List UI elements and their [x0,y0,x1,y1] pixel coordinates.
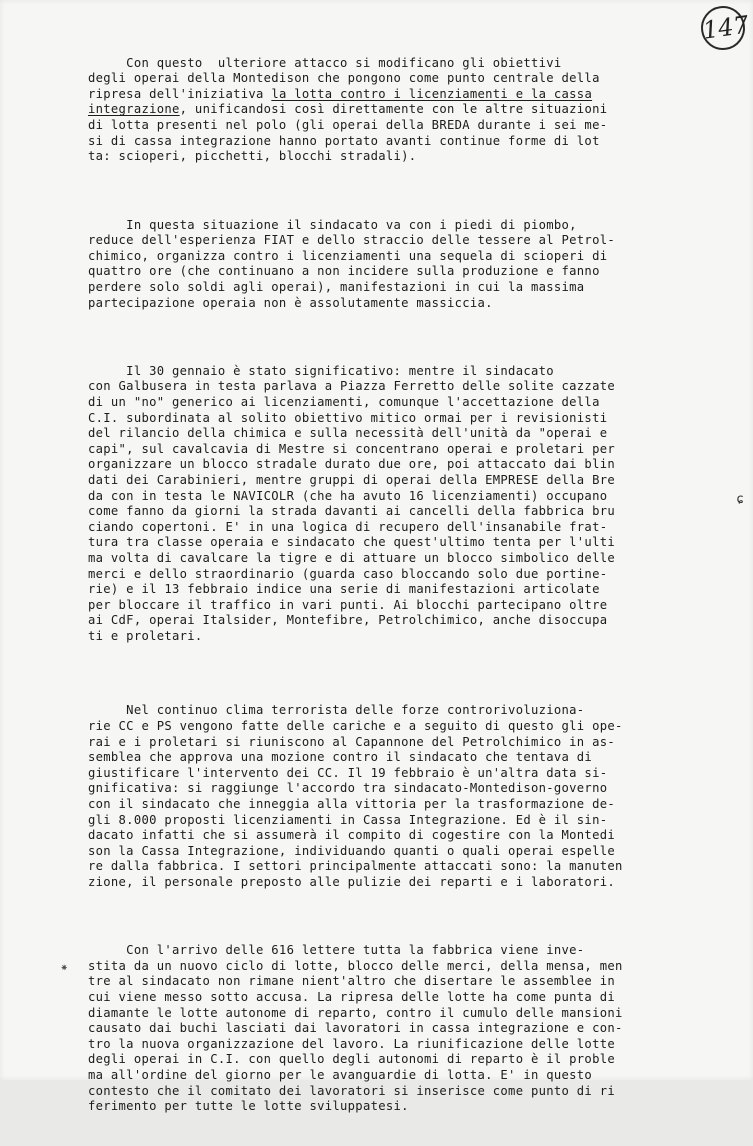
text-line: chimico, organizza contro i licenziamenti una sequela di scioperi di [88,248,608,263]
text-line: stita da un nuovo ciclo di lotte, blocco delle merci, della mensa, men [88,958,623,973]
text-segment: , unificandosi così direttamente con le altre situazioni [179,102,608,117]
text-line: giustificare l'intervento dei CC. Il 19 febbraio è un'altra data si- [88,765,608,780]
handwritten-page-number: 147 [698,3,748,53]
typewritten-body [88,40,740,1146]
text-line: semblea che approva una mozione contro il sindacato che tentava di [88,750,593,765]
paragraph-1 [88,40,740,196]
text-line: ai CdF, operai Italsider, Montefibre, Petrolchimico, anche disoccupa [88,613,608,628]
text-line: Con questo ulteriore attacco si modificano gli obiettivi [88,55,562,70]
text-line: Nel continuo clima terrorista delle forze controrivoluziona- [88,703,585,718]
text-line: contesto che il comitato dei lavoratori si inserisce come punto di ri [88,1083,615,1098]
text-line: capi", sul cavalcavia di Mestre si concentrano operai e proletari per [88,441,615,456]
text-line: quattro ore (che continuano a non incidere sulla produzione e fanno [88,264,600,279]
text-line: di un "no" generico ai licenziamenti, comunque l'accettazione della [88,395,600,410]
text-line: del rilancio della chimica e sulla necessità dell'unità da "operai e [88,426,608,441]
text-line: rie CC e PS vengono fatte delle cariche e a seguito di questo gli ope- [88,718,623,733]
margin-pencil-mark: ɕ [736,492,744,507]
text-line: degli operai della Montedison che pongono come punto centrale della [88,71,600,86]
paragraph-2 [88,202,740,342]
text-line: partecipazione operaia non è assolutamente massiccia. [88,295,493,310]
text-line: con Galbusera in testa parlava a Piazza Ferretto delle solite cazzate [88,379,615,394]
text-line: per bloccare il traffico in vari punti. Ai blocchi partecipano oltre [88,597,608,612]
text-segment: ripresa dell'iniziativa [88,86,272,101]
underlined-phrase: la lotta contro i licenziamenti e la cassa [271,86,593,101]
paragraph-5 [88,928,740,1146]
text-line: son la Cassa Integrazione, individuando quanti o quali operai espelle [88,843,615,858]
text-line: di lotta presenti nel polo (gli operai della BREDA durante i sei me- [88,117,608,132]
text-line: gli 8.000 proposti licenziamenti in Cassa Integrazione. Ed è il sin- [88,812,608,827]
text-line: causato dai buchi lasciati dai lavoratori in cassa integrazione e con- [88,1021,623,1036]
text-line: cui viene messo sotto accusa. La ripresa delle lotte ha come punta di [88,990,615,1005]
text-line: perdere solo soldi agli operai), manifestazioni in cui la massima [88,279,585,294]
text-line: con il sindacato che inneggia alla vittoria per la trasformazione de- [88,796,615,811]
text-line: re dalla fabbrica. I settori principalmente attaccati sono: la manuten [88,859,623,874]
text-line: In questa situazione il sindacato va con i piedi di piombo, [88,217,577,232]
corner-pencil-mark: ⁕ [60,963,69,974]
text-line: da con in testa le NAVICOLR (che ha avuto 16 licenziamenti) occupano [88,488,608,503]
text-line: ferimento per tutte le lotte sviluppatesi. [88,1099,409,1114]
text-line: degli operai in C.I. con quello degli autonomi di reparto è il proble [88,1052,615,1067]
text-line [88,87,740,103]
text-line: tre al sindacato non rimane nient'altro che disertare le assemblee in [88,974,615,989]
text-line: ti e proletari. [88,628,203,643]
underlined-phrase: integrazione [88,102,180,117]
text-line: si di cassa integrazione hanno portato avanti continue forme di lot [88,133,600,148]
text-line: dati dei Carabinieri, mentre gruppi di operai della EMPRESE della Bre [88,473,615,488]
text-line: ma volta di cavalcare la tigre e di attuare un blocco simbolico delle [88,551,615,565]
paragraph-3 [88,348,740,675]
text-line: reduce dell'esperienza FIAT e dello straccio delle tessere al Petrol- [88,233,615,248]
text-line: rie) e il 13 febbraio indice una serie di manifestazioni articolate [88,582,600,597]
text-line: tura tra classe operaia e sindacato che quest'ultimo tenta per l'ulti [88,535,615,550]
paragraph-4 [88,688,740,922]
text-line: merci e dello straordinario (guarda caso bloccando solo due portine- [88,566,608,581]
text-line: tro la nuova organizzazione del lavoro. La riunificazione delle lotte [88,1036,615,1051]
text-line: C.I. subordinata al solito obiettivo mitico ormai per i revisionisti [88,410,608,425]
text-line: ma all'ordine del giorno per le avanguardie di lotta. E' in questo [88,1068,593,1082]
text-line: zione, il personale preposto alle pulizie dei reparti e i laboratori. [88,874,615,889]
text-line [88,102,740,118]
text-line: Il 30 gennaio è stato significativo: mentre il sindacato [88,363,554,378]
text-line: Con l'arrivo delle 616 lettere tutta la fabbrica viene inve- [88,943,585,958]
text-line: diamante le lotte autonome di reparto, contro il cumulo delle mansioni [88,1005,623,1020]
text-line: rai e i proletari si riuniscono al Capannone del Petrolchimico in as- [88,734,615,749]
text-line: gnificativa: si raggiunge l'accordo tra sindacato-Montedison-governo [88,781,608,796]
text-line: ciando copertoni. E' in una logica di recupero dell'insanabile frat- [88,519,608,534]
text-line: organizzare un blocco stradale durato due ore, poi attaccato dai blin [88,457,615,472]
text-line: come fanno da giorni la strada davanti ai cancelli della fabbrica bru [88,504,615,519]
text-line: dacato infatti che si assumerà il compito di cogestire con la Montedi [88,828,615,843]
text-line: ta: scioperi, picchetti, blocchi stradali). [88,149,417,164]
